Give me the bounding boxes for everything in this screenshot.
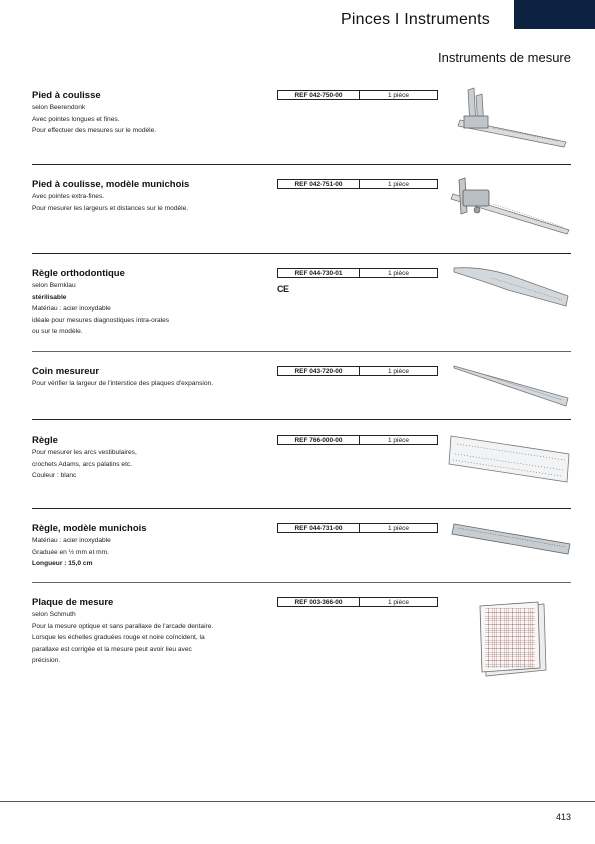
- section-divider: [32, 253, 571, 254]
- description-line: selon Bernklau: [32, 282, 76, 289]
- product-name: Règle: [32, 435, 58, 446]
- quantity: 1 pièce: [388, 368, 409, 375]
- reference-box: [277, 268, 438, 278]
- reference-number: REF 044-731-00: [278, 524, 360, 532]
- description-line: Pour la mesure optique et sans parallaxe de l'arcade dentaire.: [32, 622, 214, 630]
- description-line: idéale pour mesures diagnostiques intra-orales: [32, 316, 170, 324]
- orthodontic-ruler-icon: [452, 264, 570, 310]
- footer-line: [0, 801, 595, 802]
- description-line: Avec pointes extra-fines.: [32, 193, 105, 200]
- description-line: ou sur le modèle.: [32, 328, 83, 335]
- product-name: Pied à coulisse, modèle munichois: [32, 179, 190, 190]
- quantity: 1 pièce: [388, 92, 409, 99]
- description-line: Pour mesurer les arcs vestibulaires,: [32, 449, 137, 456]
- product-description: [32, 191, 267, 214]
- section-divider: [32, 351, 571, 352]
- description-line: Pour vérifier la largeur de l'interstice des plaques d'expansion.: [32, 380, 214, 387]
- product-description: [32, 535, 267, 570]
- description-line: Matériau : acier inoxydable: [32, 537, 111, 544]
- description-line: Matériau : acier inoxydable: [32, 305, 111, 312]
- page-number: 413: [555, 812, 571, 822]
- description-line: parallaxe est corrigée et la mesure peut avoir lieu avec: [32, 645, 192, 653]
- section-divider: [32, 508, 571, 509]
- description-line: Longueur : 15,0 cm: [32, 560, 93, 567]
- quantity: 1 pièce: [388, 599, 409, 606]
- product-description: [32, 102, 267, 137]
- reference-number: REF 044-730-01: [278, 269, 360, 277]
- quantity: 1 pièce: [388, 437, 409, 444]
- reference-box: [277, 179, 438, 189]
- description-line: Avec pointes longues et fines.: [32, 115, 120, 123]
- section-divider: [32, 164, 571, 165]
- caliper-icon: [448, 86, 572, 154]
- reference-number: REF 042-750-00: [278, 91, 360, 99]
- product-name: Pied à coulisse: [32, 90, 101, 101]
- description-line: Graduée en ½ mm et mm.: [32, 548, 109, 556]
- description-line: Pour mesurer les largeurs et distances sur le modèle.: [32, 204, 189, 212]
- product-name: Plaque de mesure: [32, 597, 114, 608]
- quantity: 1 pièce: [388, 525, 409, 532]
- reference-box: [277, 597, 438, 607]
- product-name: Règle, modèle munichois: [32, 523, 147, 534]
- reference-box: [277, 435, 438, 445]
- description-line: précision.: [32, 657, 61, 664]
- section-divider: [32, 419, 571, 420]
- description-line: Couleur : blanc: [32, 472, 77, 479]
- product-description: [32, 447, 267, 482]
- reference-box: [277, 90, 438, 100]
- description-line: selon Beerendonk: [32, 104, 86, 111]
- steel-ruler-icon: [450, 520, 572, 560]
- description-line: selon Schmuth: [32, 611, 76, 618]
- reference-box: [277, 366, 438, 376]
- chapter-color-block: [514, 0, 595, 29]
- measuring-plate-icon: [476, 600, 548, 678]
- ce-mark: CE: [277, 284, 289, 294]
- product-description: [32, 280, 267, 338]
- description-line: stérilisable: [32, 293, 67, 301]
- product-name: Coin mesureur: [32, 366, 100, 377]
- quantity: 1 pièce: [388, 270, 409, 277]
- reference-number: REF 043-720-00: [278, 367, 360, 375]
- description-line: Lorsque les échelles graduées rouge et noire coïncident, la: [32, 634, 205, 641]
- reference-number: REF 042-751-00: [278, 180, 360, 188]
- white-ruler-icon: [447, 430, 573, 486]
- product-name: Règle orthodontique: [32, 268, 125, 279]
- section-divider: [32, 582, 571, 583]
- measuring-wedge-icon: [452, 362, 570, 408]
- product-description: [32, 378, 267, 390]
- description-line: Pour effectuer des mesures sur le modèle.: [32, 127, 157, 134]
- reference-number: REF 003-366-00: [278, 598, 360, 606]
- quantity: 1 pièce: [388, 181, 409, 188]
- description-line: crochets Adams, arcs palatins etc.: [32, 460, 133, 468]
- section-title: Instruments de mesure: [438, 50, 571, 65]
- chapter-title: Pinces I Instruments: [341, 11, 490, 28]
- vernier-caliper-icon: [445, 172, 573, 238]
- reference-box: [277, 523, 438, 533]
- reference-number: REF 766-000-00: [278, 436, 360, 444]
- product-description: [32, 609, 267, 667]
